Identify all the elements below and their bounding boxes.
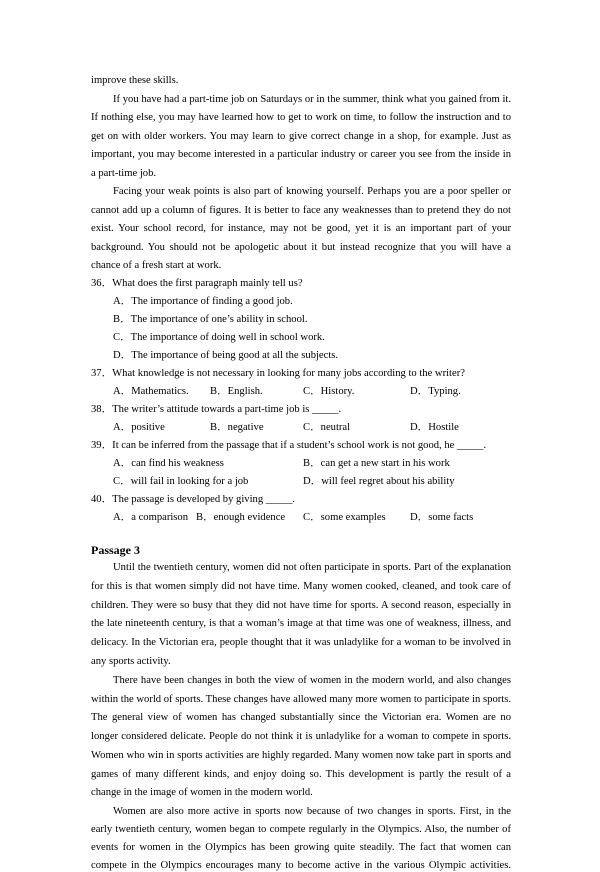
question-37-option-b: B．English. — [210, 386, 263, 397]
question-38-option-b: B．negative — [210, 422, 264, 433]
question-37-stem: 37．What knowledge is not necessary in looking for many jobs according to the writer? — [91, 368, 465, 379]
question-38-option-c: C．neutral — [303, 422, 351, 433]
passage3-line: within the world of sports. These changes have allowed many more women to participate in sports. — [91, 694, 511, 705]
passage2-line: a part-time job. — [91, 168, 157, 179]
passage2-line: exist. Your school record, for instance, may not be good, yet it is an important part of your — [91, 223, 511, 234]
question-39-stem: 39．It can be inferred from the passage that if a student’s school work is not good, he _____. — [91, 440, 487, 451]
passage3-line: children. They were so busy that they did not have time for sports. A second reason, especially in — [91, 600, 511, 611]
question-36-option-c: C．The importance of doing well in school work. — [113, 332, 325, 343]
question-37-option-a: A．Mathematics. — [113, 386, 189, 397]
question-38-option-a: A．positive — [113, 422, 165, 433]
passage2-line: Facing your weak points is also part of knowing yourself. Perhaps you are a poor speller or — [113, 186, 511, 197]
passage3-line: early twentieth century, women began to compete regularly in the Olympics. Also, the number of — [91, 824, 511, 835]
question-36-option-b: B．The importance of one’s ability in school. — [113, 314, 308, 325]
question-40-stem: 40．The passage is developed by giving _____. — [91, 494, 295, 505]
passage3-line: Women who win in sports activities are highly regarded. Many women now take part in sports and — [91, 750, 511, 761]
passage2-line: chance of a fresh start at work. — [91, 260, 222, 271]
question-40-option-d: D．some facts — [410, 512, 474, 523]
passage2-line: important, you may become interested in a particular industry or career you see from the inside in — [91, 149, 511, 160]
passage2-line: background. You should not be apologetic about it but instead recognize that you will have a — [91, 242, 511, 253]
passage3-line: games of many different kinds, and enjoy doing so. This development is partly the result of a — [91, 769, 511, 780]
question-39-option-c: C．will fail in looking for a job — [113, 476, 249, 487]
passage3-line: any sports activity. — [91, 656, 171, 667]
passage3-line: The general view of women has changed substantially since the Victorian era. Women are no — [91, 712, 511, 723]
question-37-option-c: C．History. — [303, 386, 355, 397]
passage3-line: events for women in the Olympics has been growing quite steadily. The fact that women can — [91, 842, 511, 853]
passage3-line: delicacy. In the Victorian era, people thought that it was unladylike for a woman to be involved in — [91, 637, 511, 648]
passage3-line: There have been changes in both the view of women in the modern world, and also changes — [113, 675, 511, 686]
question-39-option-b: B．can get a new start in his work — [303, 458, 450, 469]
question-39-option-a: A．can find his weakness — [113, 458, 224, 469]
passage3-line: Women are also more active in sports now because of two changes in sports. First, in the — [113, 806, 511, 817]
passage3-line: the late nineteenth century, is that a woman’s image at that time was one of weakness, illness, and — [91, 618, 511, 629]
question-36-option-d: D．The importance of being good at all the subjects. — [113, 350, 339, 361]
question-38-stem: 38．The writer’s attitude towards a part-time job is _____. — [91, 404, 342, 415]
passage3-line: compete in the Olympics encourages many to become active in the various Olympic activities. — [91, 860, 511, 871]
question-40-option-c: C．some examples — [303, 512, 386, 523]
question-36-option-a: A．The importance of finding a good job. — [113, 296, 293, 307]
passage2-line: If you have had a part-time job on Saturdays or in the summer, think what you gained from it. — [113, 94, 511, 105]
passage2-line: get on with older workers. You may learn to give correct change in a shop, for example. Just as — [91, 131, 511, 142]
passage2-line: improve these skills. — [91, 75, 179, 86]
question-40-option-b: B．enough evidence — [196, 512, 286, 523]
question-40-option-a: A．a comparison — [113, 512, 189, 523]
passage2-line: If nothing else, you may have learned how to get to work on time, to follow the instruction and to — [91, 112, 511, 123]
question-37-option-d: D．Typing. — [410, 386, 461, 397]
question-39-option-d: D．will feel regret about his ability — [303, 476, 455, 487]
passage3-title: Passage 3 — [91, 543, 140, 557]
passage3-line: longer considered delicate. People do not think it is unladylike for a woman to compete in sports. — [91, 731, 511, 742]
passage3-line: change in the image of women in the modern world. — [91, 787, 313, 798]
passage2-line: cannot add up a column of figures. It is better to face any weaknesses than to pretend they do not — [91, 205, 511, 216]
passage3-line: Until the twentieth century, women did not often participate in sports. Part of the explanation — [113, 562, 511, 573]
passage3-line: for this is that women simply did not have time. Many women cooked, cleaned, and took care of — [91, 581, 511, 592]
question-38-option-d: D．Hostile — [410, 422, 459, 433]
question-36-stem: 36．What does the first paragraph mainly tell us? — [91, 278, 303, 289]
